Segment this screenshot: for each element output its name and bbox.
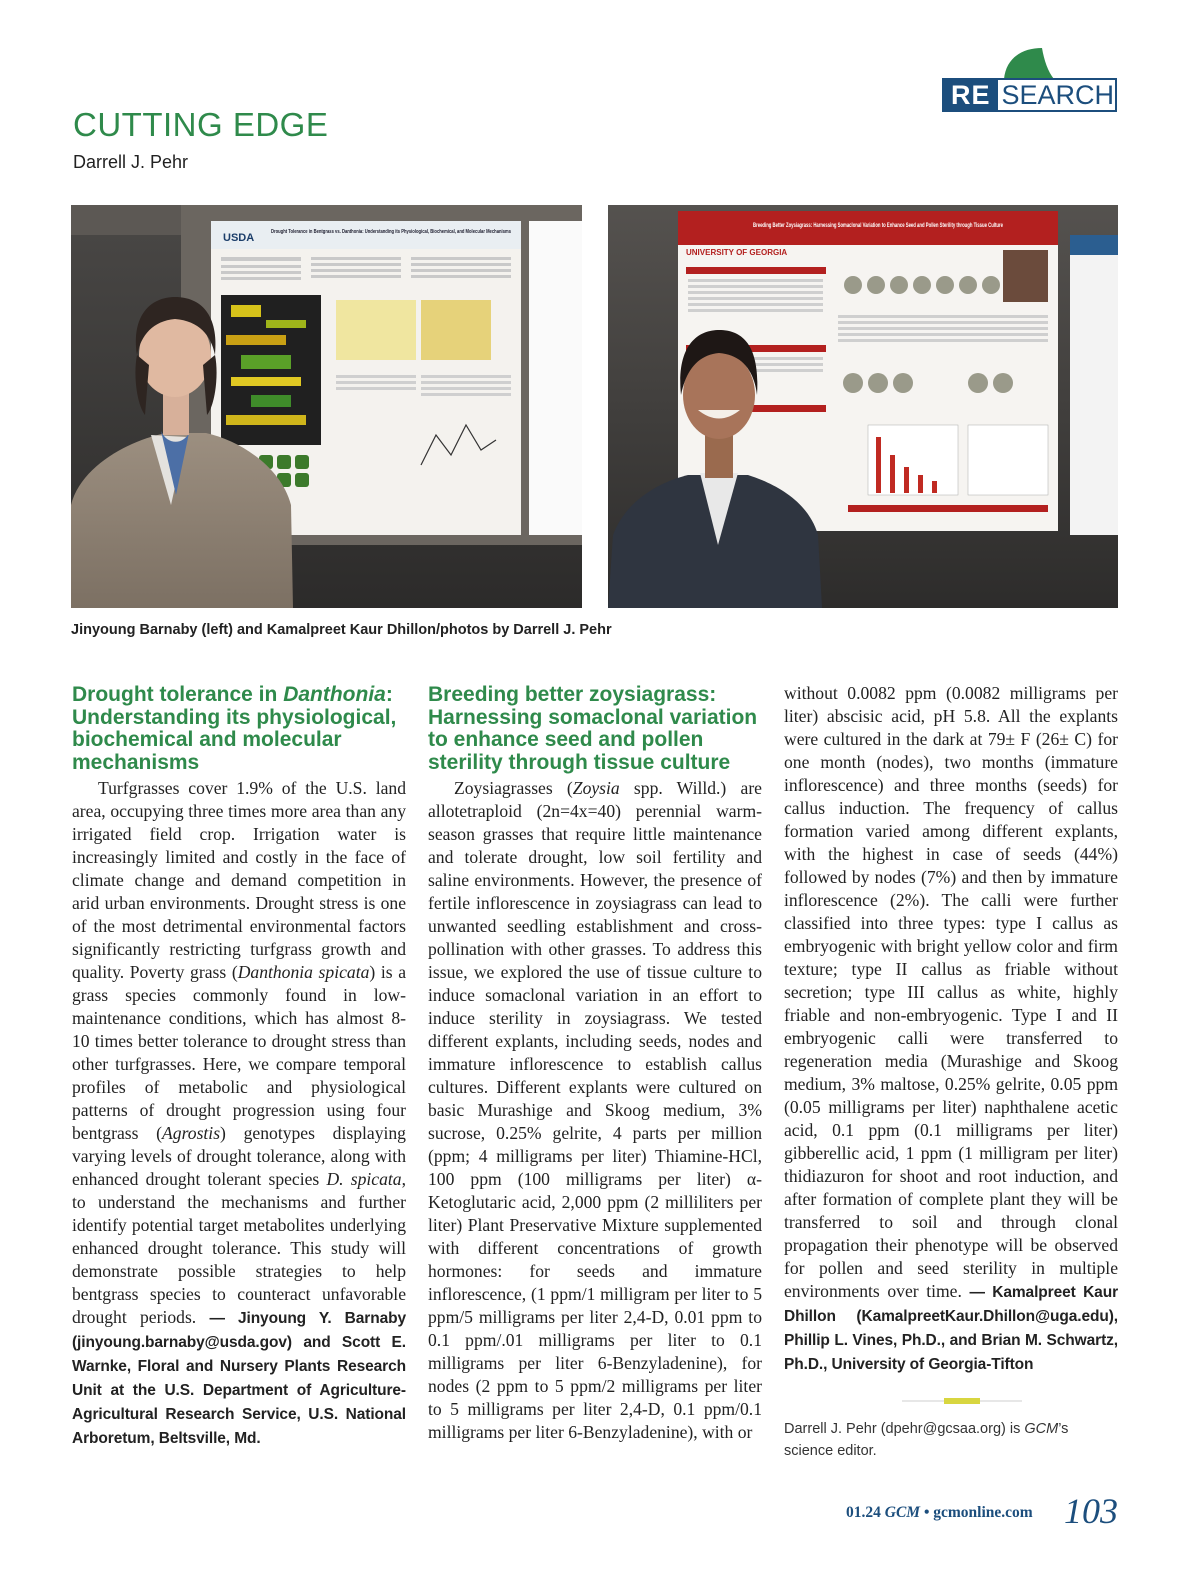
photo-jinyoung-barnaby (71, 205, 582, 608)
research-logo (942, 46, 1117, 112)
logo-search-text: SEARCH (996, 80, 1119, 110)
leaf-icon (1002, 46, 1054, 80)
poster-left-org: USDA (223, 232, 255, 244)
article-zoysiagrass (428, 684, 762, 1444)
article-1-italic-2: Agrostis (162, 1123, 221, 1143)
article-1-headline (72, 684, 406, 774)
poster-left-title: Drought Tolerance in Bentgrass vs. Danthonia: Understanding its Physiological, Biochemical, and Molecular Mechanisms (271, 229, 511, 235)
article-1-body (72, 777, 406, 1450)
article-1-text-3: ) genotypes displaying varying levels of drought tolerance, along with enhanced drought tolerant species (72, 1123, 406, 1189)
editor-divider (902, 1398, 1022, 1404)
article-3-body (784, 682, 1118, 1376)
photo-right-illustration (608, 205, 1118, 608)
page-footer (846, 1490, 1118, 1534)
article-2-italic-1: Zoysia (572, 778, 620, 798)
article-2-text-2: spp. Willd.) are allotetraploid (2n=4x=40) perennial warm-season grasses that require little maintenance and tolerate drought, low soil fertility and saline environments. However, the presence of fertile inflorescence in zoysiagrass can lead to unwanted seedling establishment and cross-pollination with other grasses. To address this issue, we explored the use of tissue culture to induce somaclonal variation in an effort to induce sterility in zoysiagrass. We tested different explants, including seeds, nodes and immature inflorescence to establish callus cultures. Different explants were cultured on basic Murashige and Skoog medium, 3% sucrose, 0.25% gelrite, 4 parts per million (ppm; 4 milligrams per liter) Thiamine-HCl, 100 ppm (100 milligrams per liter) α-Ketoglutaric acid, 2,000 ppm (2 milliliters per liter) Plant Preservative Mixture supplemented with different concentrations of growth hormones: for seeds and immature inflorescence, (1 ppm/1 milligram per liter to 5 ppm/5 milligrams per liter 2,4-D, 0.01 ppm to 0.1 ppm/.01 milligrams per liter to 0.1 milligrams per liter 6-Benzyladenine), for nodes (2 ppm to 5 ppm/2 milligrams per liter to 5 milligrams per liter 2,4-D, 0.1 ppm/0.1 milligrams per liter 6-Benzyladenine), with or (428, 778, 762, 1442)
article-1-text-2: ) is a grass species commonly found in low-maintenance conditions, which has almost 8-10 times better tolerance to drought stress than other turfgrasses. Here, we compare temporal profiles of metabolic and physiological patterns of drought progression using four bentgrass ( (72, 962, 407, 1143)
footer-magazine: GCM (884, 1504, 921, 1521)
byline: Darrell J. Pehr (73, 152, 189, 172)
article-1-text-4: , to understand the mechanisms and further identify potential target metabolites underlying enhanced drought tolerance. This study will demonstrate possible strategies to help bentgrass species to counteract unfavorable drought periods. (72, 1169, 406, 1327)
article-3-author: — Kamalpreet Kaur Dhillon (KamalpreetKaur.Dhillon@uga.edu), Phillip L. Vines, Ph.D., and Brian M. Schwartz, Ph.D., University of Georgia-Tifton (784, 1284, 1118, 1373)
headline-1-italic: Danthonia (283, 683, 386, 706)
article-1-italic-1: Danthonia spicata (237, 962, 370, 982)
footer-issue-date: 01.24 (846, 1504, 881, 1521)
editor-note-text-2: ’s science editor. (784, 1421, 1069, 1459)
poster-right-title: Breeding Better Zoysiagrass: Harnessing Somaclonal Variation to Enhance Seed and Pollen Sterility through Tissue Culture (753, 223, 1004, 229)
article-drought-tolerance (72, 684, 406, 1450)
headline-1-part2: : Understanding its physiological, biochemical and molecular mechanisms (72, 683, 397, 774)
photo-caption: Jinyoung Barnaby (left) and Kamalpreet Kaur Dhillon/photos by Darrell J. Pehr (71, 622, 612, 638)
article-1-text-1: Turfgrasses cover 1.9% of the U.S. land area, occupying three times more area than any irrigated field crop. Irrigation water is increasingly limited and costly in the face of climate change and demand competition in arid urban environments. Drought stress is one of the most detrimental environmental factors significantly restricting turfgrass growth and quality. Poverty grass ( (72, 778, 406, 982)
footer-site-link[interactable]: gcmonline.com (933, 1504, 1033, 1521)
article-1-italic-3: D. spicata (326, 1169, 402, 1189)
article-2-headline: Breeding better zoysiagrass: Harnessing somaclonal variation to enhance seed and pollen sterility through tissue culture (428, 683, 758, 774)
photo-left-illustration (71, 205, 582, 608)
footer-issue (846, 1504, 1033, 1522)
article-3-text: without 0.0082 ppm (0.0082 milligrams per liter) abscisic acid, pH 5.8. All the explants were cultured in the dark at 79± F (26± C) for one month (nodes), two months (immature inflorescence) and three months (seeds) for callus induction. The frequency of callus formation varied among different explants, with the highest in case of seeds (44%) followed by nodes (7%) and then by immature inflorescence (2%). The calli were further classified into three types: type I callus as embryogenic with bright yellow color and firm texture; type II callus as friable without secretion; type III callus as white, highly friable and non-embryogenic. Type I and II embryogenic calli were transferred to regeneration media (Murashige and Skoog medium, 3% maltose, 0.25% gelrite, 0.05 ppm (0.05 milligrams per liter) naphthalene acetic acid, 0.1 ppm (0.1 milligrams per liter) gibberellic acid, 1 ppm (1 milligram per liter) thidiazuron for shoot and root induction, and after formation of complete plant they will be transferred to soil and through clonal propagation their phenotype will be observed for pollen and seed sterility in multiple environments over time. (784, 683, 1118, 1301)
article-2-text-1: Zoysiagrasses ( (454, 778, 573, 798)
editor-note (784, 1418, 1118, 1462)
research-logo-box (942, 78, 1117, 112)
poster-right-org: UNIVERSITY OF GEORGIA (686, 248, 788, 257)
footer-separator: • (923, 1504, 930, 1521)
section-title: CUTTING EDGE (73, 106, 329, 143)
editor-note-italic: GCM (1024, 1421, 1059, 1437)
article-zoysiagrass-continued (784, 682, 1118, 1376)
editor-note-text-1: Darrell J. Pehr (dpehr@gcsaa.org) is (784, 1421, 1025, 1437)
page-number: 103 (1064, 1491, 1118, 1531)
logo-re-text: RE (944, 80, 996, 110)
headline-1-part1: Drought tolerance in (72, 683, 284, 706)
article-1-author: — Jinyoung Y. Barnaby (jinyoung.barnaby@usda.gov) and Scott E. Warnke, Floral and Nursery Plants Research Unit at the U.S. Department of Agriculture-Agricultural Research Service, U.S. National Arboretum, Beltsville, Md. (72, 1310, 406, 1447)
photo-kamalpreet-dhillon (608, 205, 1118, 608)
article-2-body (428, 777, 762, 1444)
